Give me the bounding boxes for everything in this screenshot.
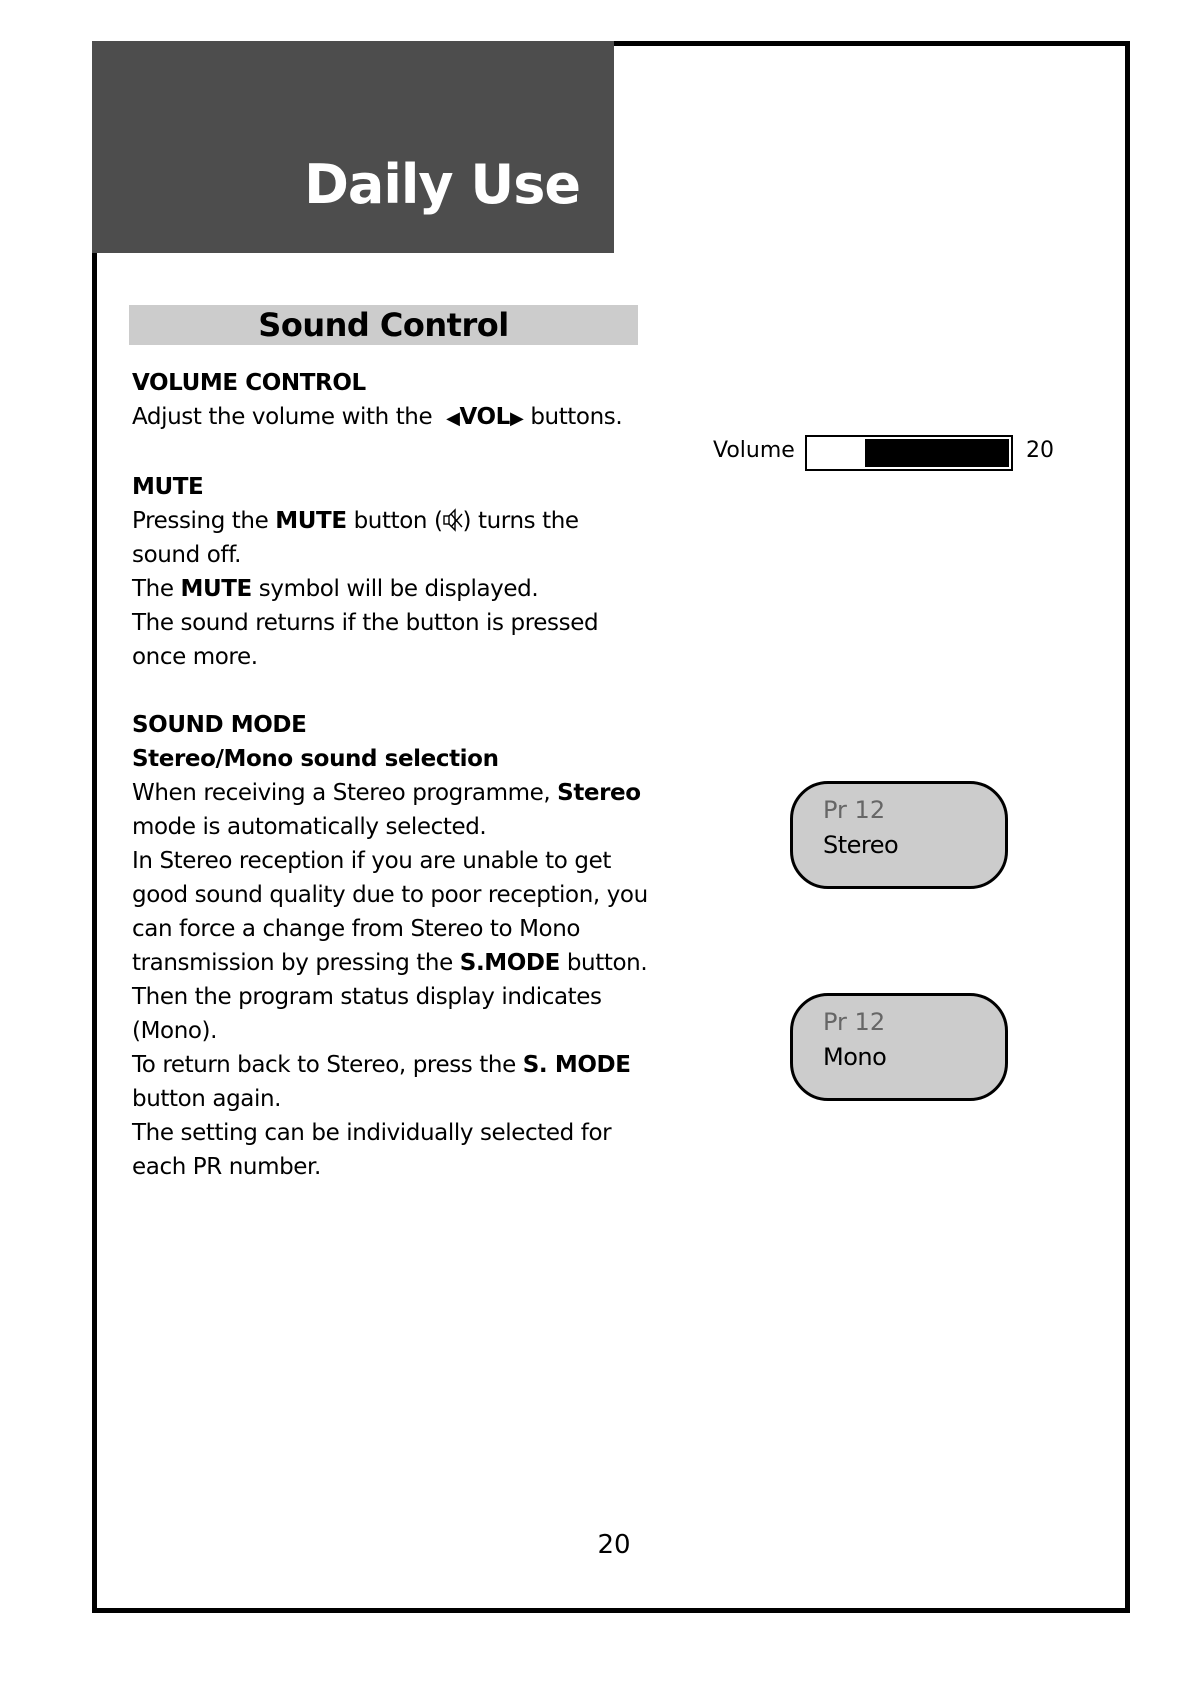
volume-control-text: Adjust the volume with the ◀VOL▶ buttons. xyxy=(132,404,623,430)
osd-mono xyxy=(790,993,1008,1101)
sound-mode-text-4: To return back to Stereo, press the S. MODE button again. xyxy=(132,1052,631,1112)
osd-program-number: Pr 12 xyxy=(823,796,886,824)
mute-text-1: Pressing the MUTE button ( ) turns the sound off. xyxy=(132,508,579,568)
volume-value: 20 xyxy=(1026,438,1054,463)
mute-heading: MUTE xyxy=(132,474,204,500)
osd-program-number: Pr 12 xyxy=(823,1008,886,1036)
volume-osd xyxy=(713,433,1053,473)
sound-mode-text-5: The setting can be individually selected for each PR number. xyxy=(132,1120,612,1180)
vol-key: VOL xyxy=(459,404,510,430)
sound-mode-subheading: Stereo/Mono sound selection xyxy=(132,746,499,772)
volume-label: Volume xyxy=(713,438,795,463)
osd-sound-mode: Mono xyxy=(823,1043,887,1071)
body-text xyxy=(132,366,652,1184)
osd-stereo xyxy=(790,781,1008,889)
sound-mode-text-1: When receiving a Stereo programme, Stereo mode is automatically selected. xyxy=(132,780,641,840)
mute-text-3: The sound returns if the button is pressed once more. xyxy=(132,610,599,670)
volume-bar-fill xyxy=(865,439,1009,467)
sound-mode-text-2: In Stereo reception if you are unable to get good sound quality due to poor reception, you can force a change from Stereo to Mono transmission by pressing the S.MODE button. xyxy=(132,848,648,976)
right-arrow-icon: ▶ xyxy=(509,408,524,429)
left-arrow-icon: ◀ xyxy=(446,408,460,429)
mute-text-2: The MUTE symbol will be displayed. xyxy=(132,576,539,602)
header-band xyxy=(92,41,614,253)
sound-mode-heading: SOUND MODE xyxy=(132,712,307,738)
page-title: Daily Use xyxy=(304,153,580,216)
section-title: Sound Control xyxy=(129,305,638,345)
volume-control-heading: VOLUME CONTROL xyxy=(132,370,366,396)
sound-mode-text-3: Then the program status display indicates (Mono). xyxy=(132,984,602,1044)
mute-icon xyxy=(443,508,463,532)
page-number: 20 xyxy=(597,1530,631,1560)
volume-bar xyxy=(805,435,1013,471)
osd-sound-mode: Stereo xyxy=(823,831,899,859)
